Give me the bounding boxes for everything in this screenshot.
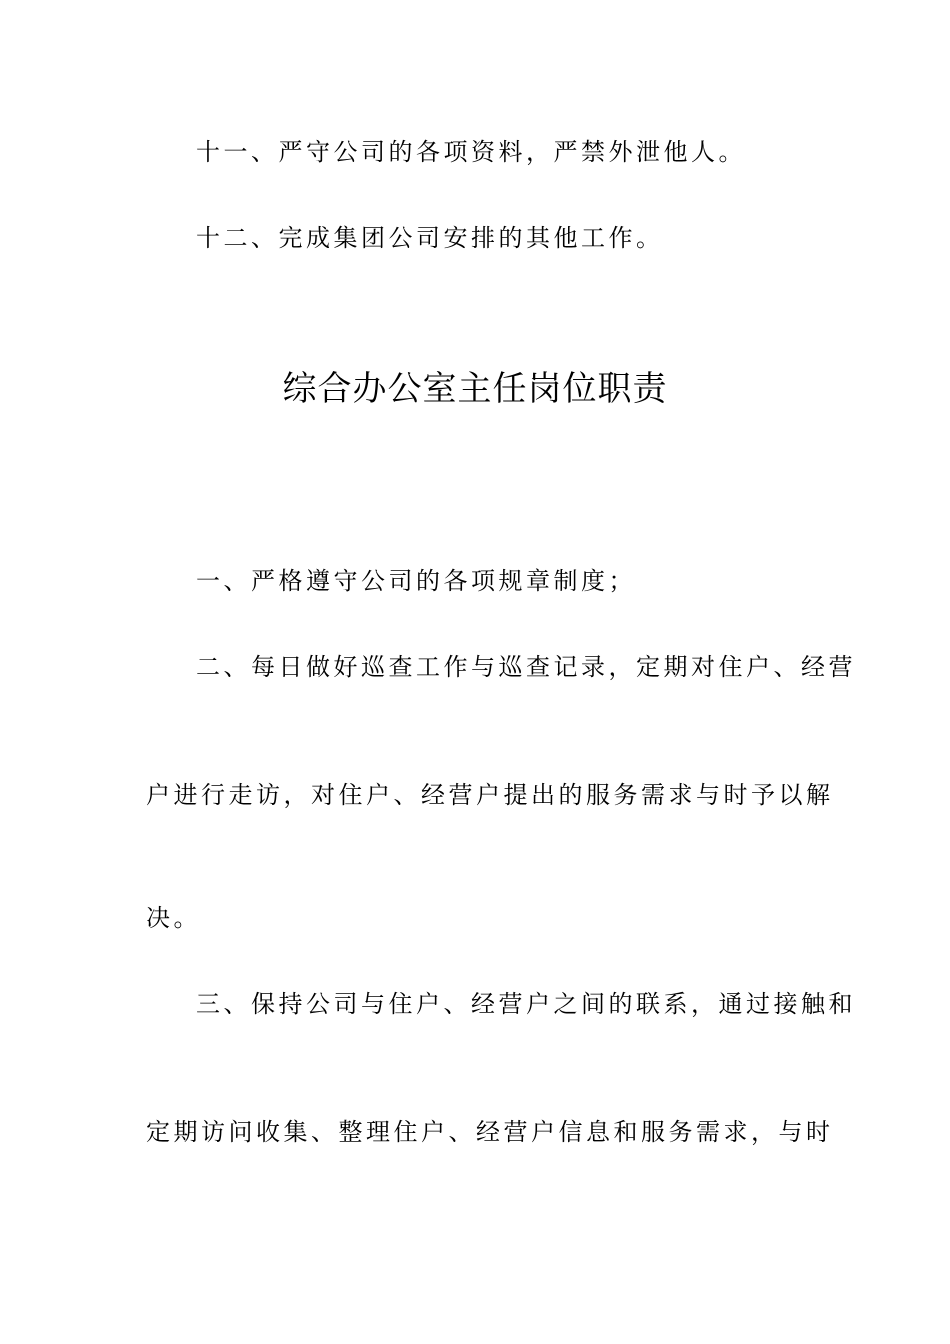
duty-item-2-line-3: 决。 bbox=[146, 904, 201, 932]
section-title: 综合办公室主任岗位职责 bbox=[282, 369, 668, 409]
duty-item-12: 十二、完成集团公司安排的其他工作。 bbox=[196, 224, 664, 252]
duty-item-11: 十一、严守公司的各项资料，严禁外泄他人。 bbox=[196, 138, 746, 166]
duty-item-3-line-1: 三、保持公司与住户、经营户之间的联系，通过接触和 bbox=[196, 990, 856, 1018]
duty-item-1: 一、严格遵守公司的各项规章制度； bbox=[196, 567, 636, 595]
duty-item-2-line-1: 二、每日做好巡查工作与巡查记录，定期对住户、经营 bbox=[196, 653, 856, 681]
duty-item-3-line-2: 定期访问收集、整理住户、经营户信息和服务需求，与时 bbox=[146, 1118, 834, 1146]
duty-item-2-line-2: 户进行走访，对住户、经营户提出的服务需求与时予以解 bbox=[146, 781, 834, 809]
